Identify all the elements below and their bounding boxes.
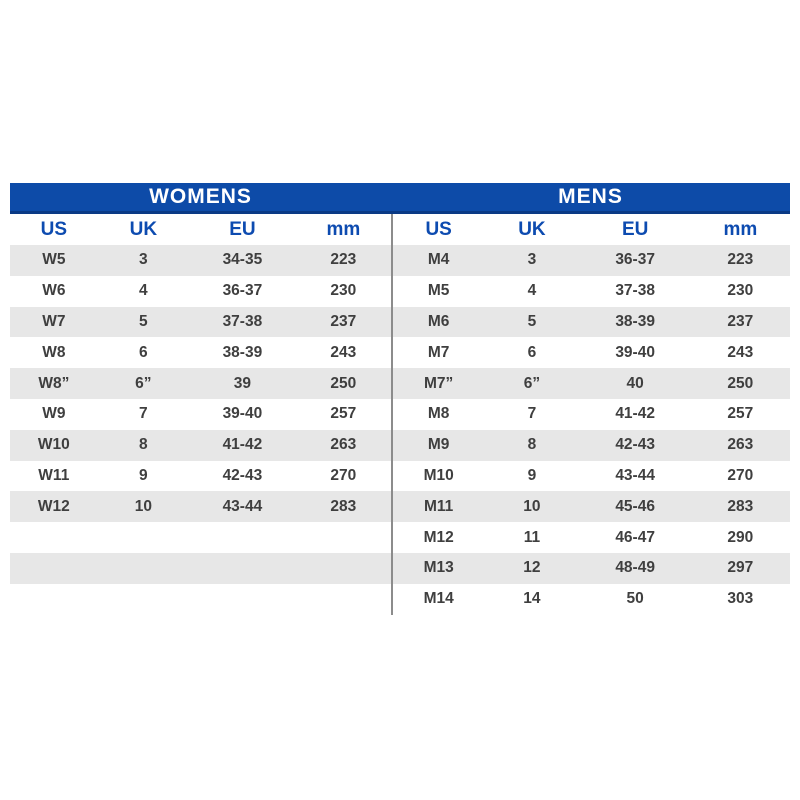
empty-row xyxy=(10,522,391,553)
size-cell: M7” xyxy=(424,374,454,392)
size-cell: 5 xyxy=(527,312,537,330)
size-cell: M14 xyxy=(423,590,454,608)
size-cell: M10 xyxy=(423,466,454,484)
size-cell: 4 xyxy=(139,282,148,300)
size-cell: 263 xyxy=(727,436,754,454)
size-cell: W8” xyxy=(38,374,70,392)
size-cell: M6 xyxy=(427,312,450,330)
size-cell: 43-44 xyxy=(222,497,263,515)
size-cell: 257 xyxy=(330,405,357,423)
size-cell: 263 xyxy=(330,436,357,454)
size-cell: 5 xyxy=(139,312,148,330)
size-row-m13 xyxy=(393,553,790,584)
size-cell: 41-42 xyxy=(615,405,655,423)
size-cell: 7 xyxy=(527,405,537,423)
size-cell: 4 xyxy=(527,282,537,300)
size-cell: 223 xyxy=(330,251,357,269)
column-header-row-womens xyxy=(10,214,391,245)
section-mens xyxy=(393,214,790,615)
size-cell: 250 xyxy=(727,374,754,392)
size-cell: W12 xyxy=(37,497,70,515)
size-cell: 48-49 xyxy=(615,559,655,577)
size-cell: 36-37 xyxy=(222,282,263,300)
size-cell: 230 xyxy=(330,282,357,300)
size-cell: 10 xyxy=(134,497,152,515)
size-cell: 12 xyxy=(523,559,541,577)
size-cell: 223 xyxy=(727,251,754,269)
size-row-w12 xyxy=(10,491,391,522)
size-row-m14 xyxy=(393,584,790,615)
size-cell: 230 xyxy=(727,282,754,300)
size-cell: 3 xyxy=(139,251,148,269)
column-header-mens-mm: mm xyxy=(723,218,758,240)
size-cell: 46-47 xyxy=(615,528,655,546)
column-header-womens-uk: UK xyxy=(129,218,158,240)
size-cell: 11 xyxy=(523,528,541,546)
size-cell: 6” xyxy=(523,374,541,392)
size-row-m12 xyxy=(393,522,790,553)
size-cell: 9 xyxy=(139,466,148,484)
size-cell: 39 xyxy=(233,374,252,392)
size-row-w11 xyxy=(10,461,391,492)
size-row-w7 xyxy=(10,307,391,338)
empty-row xyxy=(10,584,391,615)
size-cell: 38-39 xyxy=(615,312,655,330)
size-cell: 6” xyxy=(135,374,152,392)
size-cell: W6 xyxy=(42,282,66,300)
size-cell: M9 xyxy=(427,436,450,454)
size-cell: 36-37 xyxy=(615,251,655,269)
size-cell: 3 xyxy=(527,251,537,269)
size-cell: 237 xyxy=(330,312,357,330)
size-row-m9 xyxy=(393,430,790,461)
size-cell: M12 xyxy=(423,528,454,546)
size-cell: M4 xyxy=(427,251,450,269)
size-cell: M5 xyxy=(427,282,450,300)
size-row-m7 xyxy=(393,337,790,368)
size-cell: W5 xyxy=(42,251,66,269)
size-cell: 45-46 xyxy=(615,497,655,515)
column-header-womens-mm: mm xyxy=(326,218,361,240)
size-cell: 10 xyxy=(523,497,541,515)
size-cell: 9 xyxy=(527,466,537,484)
size-cell: 250 xyxy=(330,374,357,392)
size-row-w10 xyxy=(10,430,391,461)
size-cell: 6 xyxy=(527,343,537,361)
chart-header xyxy=(10,183,790,214)
size-row-m5 xyxy=(393,276,790,307)
size-cell: M11 xyxy=(423,497,454,515)
size-cell: 14 xyxy=(523,590,541,608)
size-cell: W7 xyxy=(42,312,66,330)
size-cell: 290 xyxy=(727,528,754,546)
column-header-mens-us: US xyxy=(425,218,452,240)
size-row-w9 xyxy=(10,399,391,430)
size-cell: 257 xyxy=(727,405,754,423)
column-header-womens-eu: EU xyxy=(229,218,256,240)
section-title-womens: WOMENS xyxy=(149,185,252,208)
size-row-m8 xyxy=(393,399,790,430)
size-cell: M13 xyxy=(423,559,454,577)
size-row-w6 xyxy=(10,276,391,307)
size-cell: 6 xyxy=(139,343,148,361)
section-womens xyxy=(10,214,391,615)
size-cell: 297 xyxy=(727,559,754,577)
size-row-w5 xyxy=(10,245,391,276)
shoe-size-chart xyxy=(10,183,790,615)
size-cell: 270 xyxy=(330,466,357,484)
column-header-row-mens xyxy=(393,214,790,245)
size-cell: 41-42 xyxy=(222,436,263,454)
empty-row xyxy=(10,553,391,584)
size-cell: 243 xyxy=(330,343,357,361)
size-row-m10 xyxy=(393,461,790,492)
size-cell: 50 xyxy=(626,590,644,608)
section-title-mens: MENS xyxy=(558,185,623,208)
size-row-m6 xyxy=(393,307,790,338)
size-cell: 43-44 xyxy=(615,466,655,484)
size-cell: W8 xyxy=(42,343,66,361)
size-cell: W10 xyxy=(37,436,70,454)
size-row-w8 xyxy=(10,337,391,368)
size-cell: 283 xyxy=(727,497,754,515)
size-cell: 38-39 xyxy=(222,343,263,361)
column-header-mens-uk: UK xyxy=(518,218,546,240)
size-cell: 42-43 xyxy=(615,436,655,454)
size-cell: 237 xyxy=(727,312,754,330)
column-header-mens-eu: EU xyxy=(621,218,649,240)
size-cell: 270 xyxy=(727,466,754,484)
size-cell: 8 xyxy=(527,436,537,454)
size-row-m4 xyxy=(393,245,790,276)
size-cell: 8 xyxy=(139,436,148,454)
size-cell: 37-38 xyxy=(222,312,263,330)
size-cell: 42-43 xyxy=(222,466,263,484)
size-cell: 283 xyxy=(330,497,357,515)
size-cell: 40 xyxy=(626,374,644,392)
size-cell: 34-35 xyxy=(222,251,263,269)
size-cell: 303 xyxy=(727,590,754,608)
chart-body xyxy=(10,214,790,615)
size-cell: 39-40 xyxy=(615,343,655,361)
size-cell: M8 xyxy=(427,405,450,423)
size-row-w8 xyxy=(10,368,391,399)
column-header-womens-us: US xyxy=(40,218,68,240)
size-row-m11 xyxy=(393,491,790,522)
size-cell: 243 xyxy=(727,343,754,361)
size-cell: 39-40 xyxy=(222,405,263,423)
size-cell: 37-38 xyxy=(615,282,655,300)
size-row-m7 xyxy=(393,368,790,399)
size-cell: M7 xyxy=(427,343,450,361)
size-cell: W9 xyxy=(42,405,66,423)
size-cell: W11 xyxy=(38,466,70,484)
size-cell: 7 xyxy=(139,405,148,423)
